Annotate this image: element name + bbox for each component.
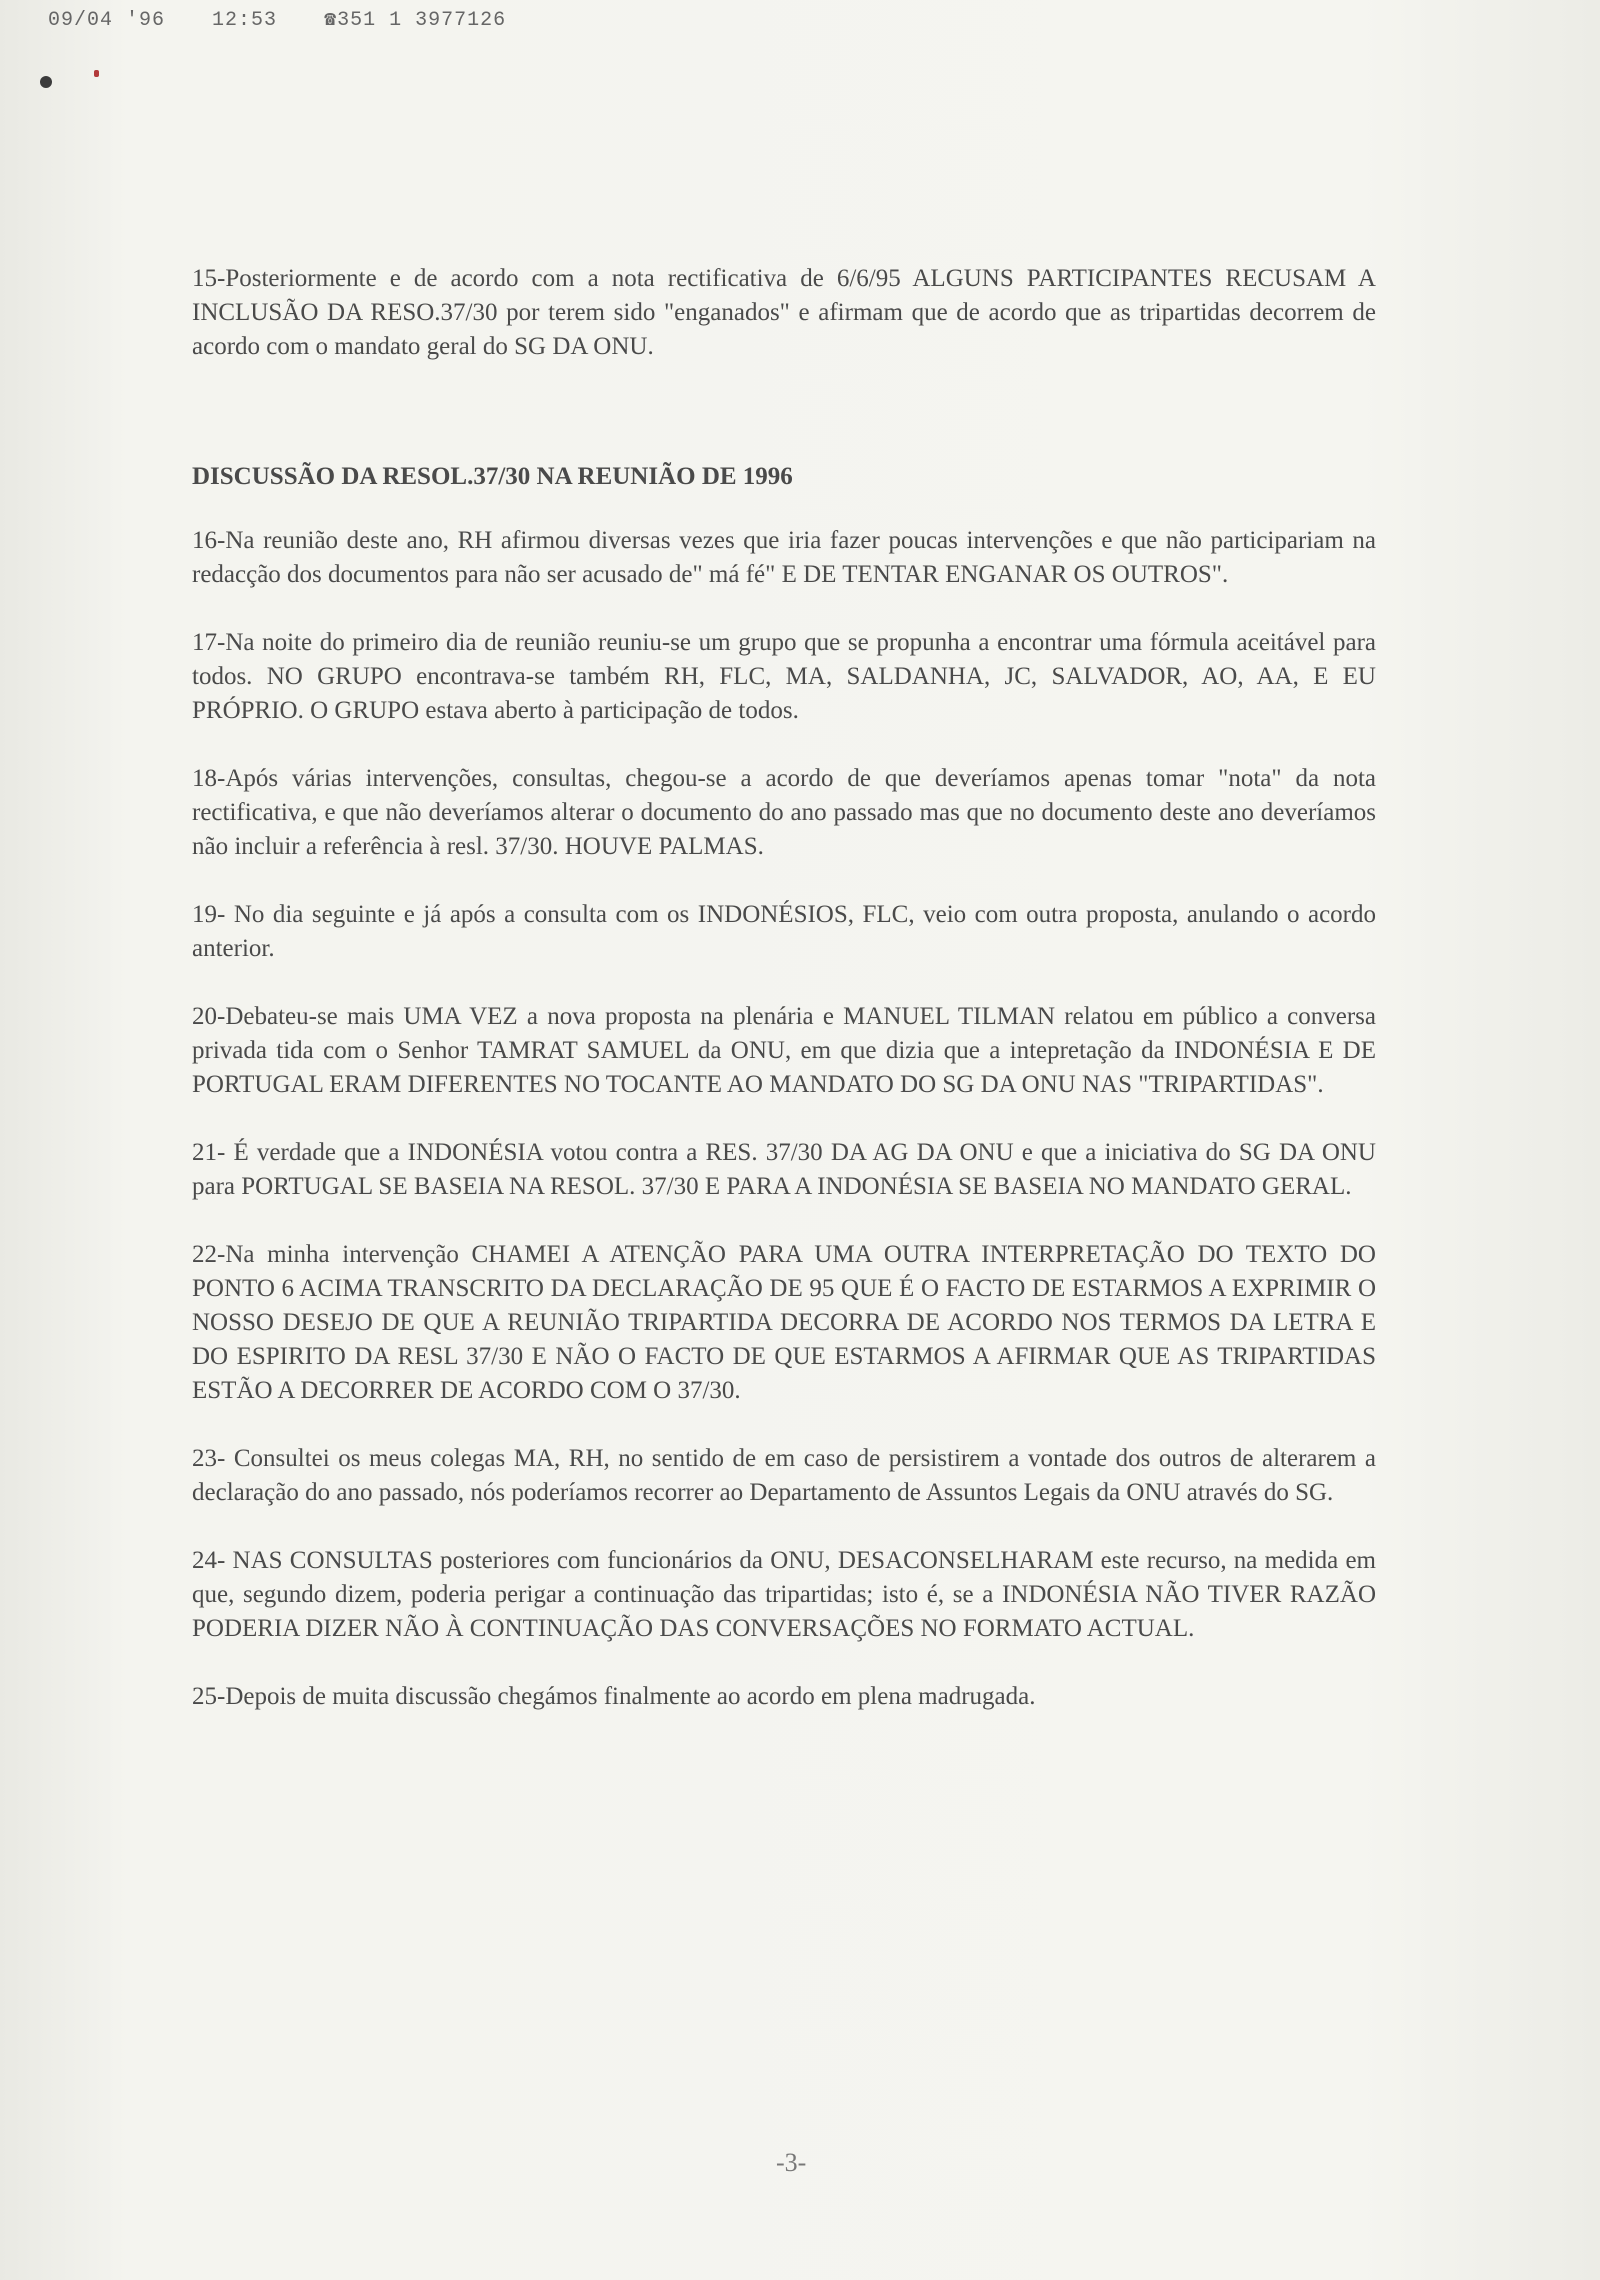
paragraph-18: 18-Após várias intervenções, consultas, chegou-se a acordo de que deveríamos apenas tomar "nota" da nota rectificativa, e que não deveríamos alterar o documento do ano passado mas que no documento deste ano deveríamos não incluir a referência à resl. 37/30. HOUVE PALMAS. xyxy=(192,765,1376,860)
paragraph-22: 22-Na minha intervenção CHAMEI A ATENÇÃO PARA UMA OUTRA INTERPRETAÇÃO DO TEXTO DO PONTO 6 ACIMA TRANSCRITO DA DECLARAÇÃO DE 95 QUE É O FACTO DE ESTARMOS A EXPRIMIR O NOSSO DESEJO DE QUE A REUNIÃO TRIPARTIDA DECORRA DE ACORDO NOS TERMOS DA LETRA E DO ESPIRITO DA RESL 37/30 E NÃO O FACTO DE QUE ESTARMOS A AFIRMAR QUE AS TRIPARTIDAS ESTÃO A DECORRER DE ACORDO COM O 37/30. xyxy=(192,1241,1376,1404)
fax-header xyxy=(48,6,540,32)
fax-date: 09/04 '96 xyxy=(48,9,166,32)
paragraph-21: 21- É verdade que a INDONÉSIA votou contra a RES. 37/30 DA AG DA ONU e que a iniciativa do SG DA ONU para PORTUGAL SE BASEIA NA RESOL. 37/30 E PARA A INDONÉSIA SE BASEIA NO MANDATO GERAL. xyxy=(192,1139,1376,1200)
page-number: -3- xyxy=(776,2148,807,2177)
paragraph-24: 24- NAS CONSULTAS posteriores com funcionários da ONU, DESACONSELHARAM este recurso, na medida em que, segundo dizem, poderia perigar a continuação das tripartidas; isto é, se a INDONÉSIA NÃO TIVER RAZÃO PODERIA DIZER NÃO À CONTINUAÇÃO DAS CONVERSAÇÕES NO FORMATO ACTUAL. xyxy=(192,1547,1376,1642)
paragraph-20: 20-Debateu-se mais UMA VEZ a nova proposta na plenária e MANUEL TILMAN relatou em público a conversa privada tida com o Senhor TAMRAT SAMUEL da ONU, em que dizia que a intepretação da INDONÉSIA E DE PORTUGAL ERAM DIFERENTES NO TOCANTE AO MANDATO DO SG DA ONU NAS "TRIPARTIDAS". xyxy=(192,1003,1376,1098)
document-body xyxy=(192,262,1376,1748)
paragraph-15: 15-Posteriormente e de acordo com a nota rectificativa de 6/6/95 ALGUNS PARTICIPANTES RECUSAM A INCLUSÃO DA RESO.37/30 por terem sido "enganados" e afirmam que de acordo que as tripartidas decorrem de acordo com o mandato geral do SG DA ONU. xyxy=(192,265,1376,360)
fax-time: 12:53 xyxy=(212,9,278,32)
section-heading: DISCUSSÃO DA RESOL.37/30 NA REUNIÃO DE 1996 xyxy=(192,463,793,490)
ink-mark-small xyxy=(94,70,99,77)
paragraph-25: 25-Depois de muita discussão chegámos finalmente ao acordo em plena madrugada. xyxy=(192,1683,1036,1710)
ink-mark xyxy=(40,76,52,88)
fax-number: ☎351 1 3977126 xyxy=(324,9,507,32)
paragraph-23: 23- Consultei os meus colegas MA, RH, no sentido de em caso de persistirem a vontade dos outros de alterarem a declaração do ano passado, nós poderíamos recorrer ao Departamento de Assuntos Legais da ONU através do SG. xyxy=(192,1445,1376,1506)
paragraph-19: 19- No dia seguinte e já após a consulta com os INDONÉSIOS, FLC, veio com outra proposta, anulando o acordo anterior. xyxy=(192,901,1376,962)
paragraph-17: 17-Na noite do primeiro dia de reunião reuniu-se um grupo que se propunha a encontrar uma fórmula aceitável para todos. NO GRUPO encontrava-se também RH, FLC, MA, SALDANHA, JC, SALVADOR, AO, AA, E EU PRÓPRIO. O GRUPO estava aberto à participação de todos. xyxy=(192,629,1376,724)
paragraph-16: 16-Na reunião deste ano, RH afirmou diversas vezes que iria fazer poucas intervenções e que não participariam na redacção dos documentos para não ser acusado de" má fé" E DE TENTAR ENGANAR OS OUTROS". xyxy=(192,527,1376,588)
